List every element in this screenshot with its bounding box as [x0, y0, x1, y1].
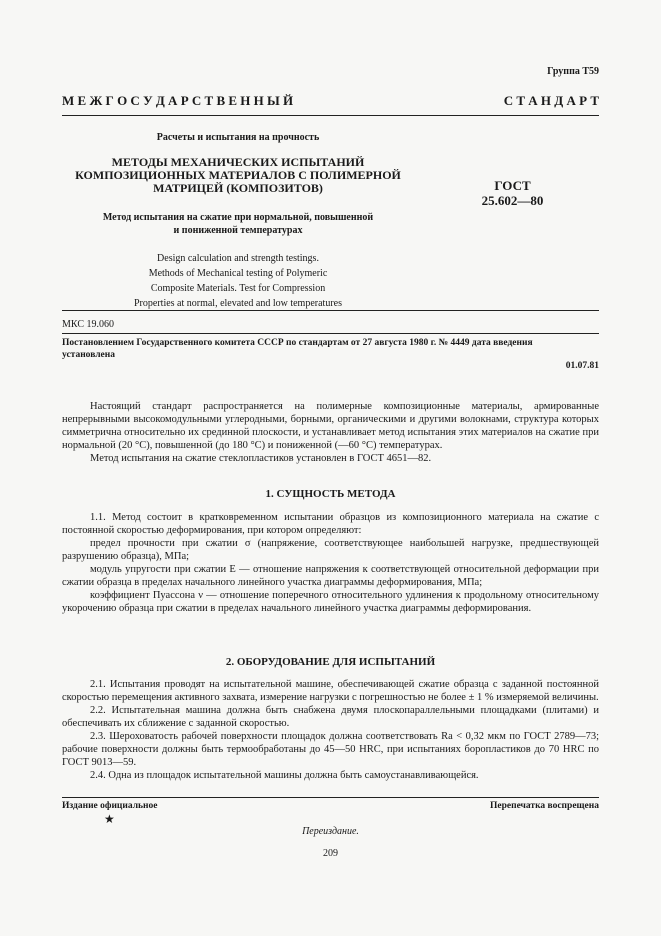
group-code: Группа Т59 [547, 66, 599, 77]
title-rule [62, 310, 599, 311]
main-title-line: КОМПОЗИЦИОННЫХ МАТЕРИАЛОВ С ПОЛИМЕРНОЙ [75, 168, 401, 182]
intro-text [62, 400, 599, 465]
section-heading: 2. ОБОРУДОВАНИЕ ДЛЯ ИСПЫТАНИЙ [225, 656, 436, 668]
english-title [62, 251, 414, 311]
paragraph: предел прочности при сжатии σ (напряжение, соответствующее наибольшей нагрузке, предшествующей разрушению образца), МПа; [62, 538, 599, 562]
official-edition: Издание официальное [62, 801, 158, 811]
english-title-line: Properties at normal, elevated and low temperatures [134, 298, 342, 309]
reissue-note: Переиздание. [302, 826, 359, 837]
effective-date: 01.07.81 [565, 361, 599, 371]
section1-text [62, 511, 599, 615]
intro-paragraph: Метод испытания на сжатие стеклопластиков установлен в ГОСТ 4651—82. [90, 453, 432, 464]
paragraph: коэффициент Пуассона ν — отношение поперечного относительного удлинения к продольному относительному укорочению образца при сжатии в пределах начального линейного участка диаграммы деформирования. [62, 590, 599, 614]
standard-banner [62, 93, 599, 109]
english-title-line: Methods of Mechanical testing of Polymeric [148, 268, 328, 279]
paragraph: 2.4. Одна из площадок испытательной машины должна быть самоустанавливающейся. [90, 770, 479, 781]
subtitle [62, 211, 414, 237]
mks-code: МКС 19.060 [62, 319, 114, 330]
main-title-line: МАТРИЦЕЙ (КОМПОЗИТОВ) [153, 181, 323, 195]
star-icon: ★ [104, 812, 115, 826]
section2-text [62, 678, 599, 782]
mks-rule [62, 333, 599, 334]
reprint-prohibited: Перепечатка воспрещена [489, 801, 599, 811]
page-number: 209 [323, 848, 338, 859]
decree-line: установлена [62, 350, 115, 360]
subtitle-line: Метод испытания на сжатие при нормальной, повышенной [102, 212, 374, 223]
banner-right: С Т А Н Д А Р Т [503, 93, 599, 108]
footer-rule [62, 797, 599, 798]
subtitle-line: и пониженной температурах [173, 225, 303, 236]
english-title-line: Design calculation and strength testings. [157, 253, 319, 264]
gost-label: ГОСТ [494, 178, 531, 193]
english-title-line: Composite Materials. Test for Compression [150, 283, 326, 294]
banner-rule [62, 115, 599, 116]
title-category: Расчеты и испытания на прочность [156, 132, 320, 143]
decree-text [62, 337, 599, 361]
main-title-line: МЕТОДЫ МЕХАНИЧЕСКИХ ИСПЫТАНИЙ [111, 155, 365, 169]
gost-designation [460, 178, 565, 208]
paragraph: 2.1. Испытания проводят на испытательной машине, обеспечивающей сжатие образца с заданной постоянной скоростью перемещения активного захвата, измерение нагрузки с погрешностью не более ± 1 % измеряемой величины. [62, 679, 599, 703]
paragraph: 1.1. Метод состоит в кратковременном испытании образцов из композиционного материала на сжатие с постоянной скоростью деформирования, при котором определяют: [62, 512, 599, 536]
main-title [62, 156, 414, 195]
paragraph: модуль упругости при сжатии E — отношение напряжения к соответствующей относительной деформации при сжатии образца в пределах начального линейного участка диаграммы деформирования, МПа; [62, 564, 599, 588]
paragraph: 2.3. Шероховатость рабочей поверхности площадок должна соответствовать Ra < 0,32 мкм по ГОСТ 2789—73; рабочие поверхности должны быть термообработаны до 45—50 HRC, при испытаниях боропластиков до 70 HRC по ГОСТ 9013—59. [62, 731, 599, 768]
intro-paragraph: Настоящий стандарт распространяется на полимерные композиционные материалы, армированные непрерывными высокомодульными углеродными, борными, органическими и другими волокнами, структура которых симметрична относительно их срединной плоскости, и устанавливает метод испытания этих материалов на сжатие при нормальной (20 °С), повышенной (до 180 °С) и пониженной (—60 °С) температурах. [62, 401, 599, 451]
paragraph: 2.2. Испытательная машина должна быть снабжена двумя плоскопараллельными площадками (плитами) и обеспечивать их сближение с заданной скоростью. [62, 705, 599, 729]
section-heading: 1. СУЩНОСТЬ МЕТОДА [265, 488, 396, 500]
gost-number: 25.602—80 [481, 193, 544, 208]
decree-line: Постановлением Государственного комитета СССР по стандартам от 27 августа 1980 г. № 4449 дата введения [62, 338, 533, 348]
banner-left: М Е Ж Г О С У Д А Р С Т В Е Н Н Ы Й [62, 93, 294, 108]
